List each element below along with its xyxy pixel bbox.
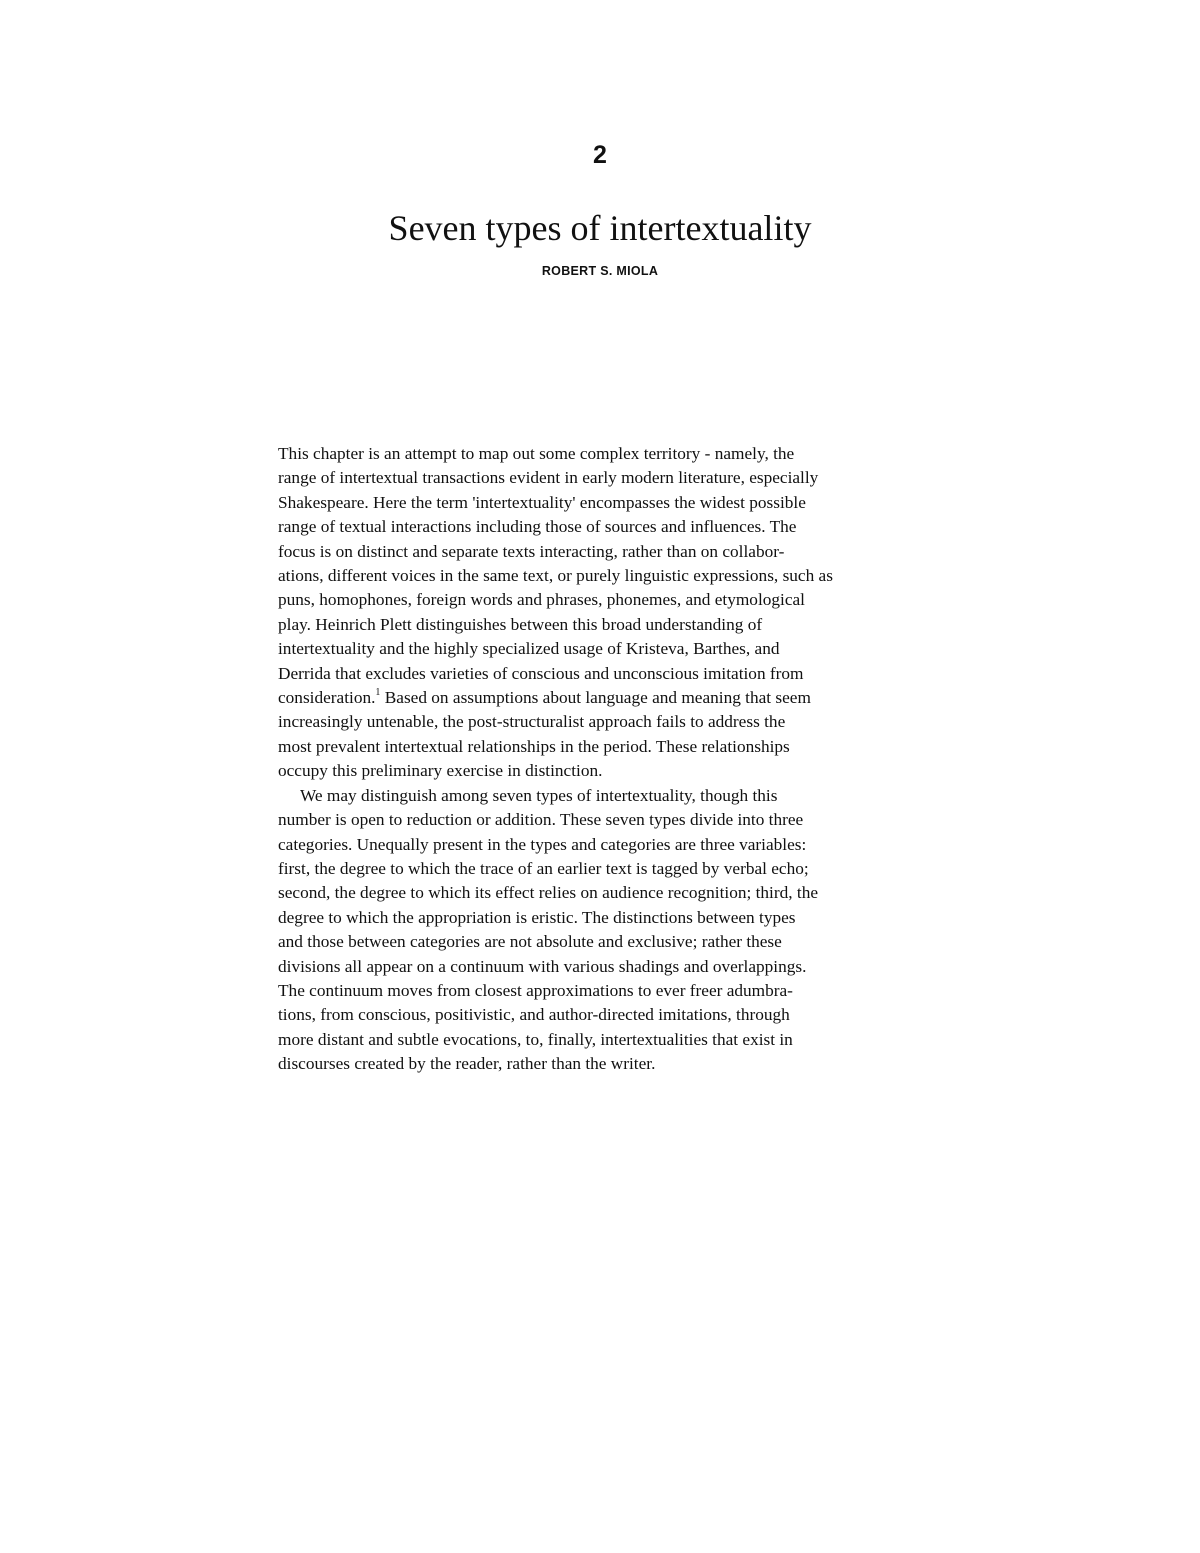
text-line: intertextuality and the highly specialized usage of Kristeva, Barthes, and (278, 639, 780, 659)
text-line: range of intertextual transactions evident in early modern literature, especially (278, 468, 819, 488)
text-line: first, the degree to which the trace of an earlier text is tagged by verbal echo; (278, 858, 809, 878)
text-line: This chapter is an attempt to map out some complex territory - namely, the (278, 444, 795, 463)
text-line: Derrida that excludes varieties of conscious and unconscious imitation from (278, 663, 804, 683)
chapter-title: Seven types of intertextuality (388, 208, 812, 248)
text-line: number is open to reduction or addition. These seven types divide into three (278, 810, 804, 830)
footnote-line-end: Based on assumptions about language and meaning that seem (380, 688, 811, 708)
text-line: occupy this preliminary exercise in distinction. (278, 761, 603, 781)
text-line: range of textual interactions including those of sources and influences. The (278, 517, 797, 537)
text-line: categories. Unequally present in the types and categories are three variables: (278, 834, 807, 854)
text-line: play. Heinrich Plett distinguishes between this broad understanding of (278, 614, 763, 634)
text-line: second, the degree to which its effect relies on audience recognition; third, the (278, 883, 819, 903)
paragraph-1 (278, 442, 928, 784)
text-line: most prevalent intertextual relationships in the period. These relationships (278, 736, 790, 756)
footnote-line-start: consideration. (278, 688, 376, 708)
text-line: Shakespeare. Here the term 'intertextuality' encompasses the widest possible (278, 492, 806, 512)
text-line: discourses created by the reader, rather than the writer. (278, 1054, 656, 1074)
text-line: We may distinguish among seven types of intertextuality, though this (300, 785, 778, 805)
text-line: degree to which the appropriation is eristic. The distinctions between types (278, 907, 796, 927)
text-line: divisions all appear on a continuum with various shadings and overlappings. (278, 956, 807, 976)
footnote-marker[interactable]: 1 (375, 687, 381, 699)
text-line: puns, homophones, foreign words and phrases, phonemes, and etymological (278, 590, 805, 610)
text-line: ations, different voices in the same text, or purely linguistic expressions, such as (278, 566, 833, 586)
text-line: increasingly untenable, the post-structuralist approach fails to address the (278, 712, 786, 732)
chapter-number: 2 (593, 141, 607, 169)
text-line: tions, from conscious, positivistic, and author-directed imitations, through (278, 1005, 790, 1025)
text-line: more distant and subtle evocations, to, finally, intertextualities that exist in (278, 1029, 793, 1049)
paragraph-2 (278, 784, 928, 1077)
author-name: ROBERT S. MIOLA (541, 264, 659, 278)
text-line: focus is on distinct and separate texts interacting, rather than on collabor- (278, 541, 785, 561)
body-text (278, 442, 928, 1077)
text-line-footnote (278, 686, 928, 710)
text-line: and those between categories are not absolute and exclusive; rather these (278, 932, 782, 952)
text-line: The continuum moves from closest approximations to ever freer adumbra- (278, 980, 793, 1000)
